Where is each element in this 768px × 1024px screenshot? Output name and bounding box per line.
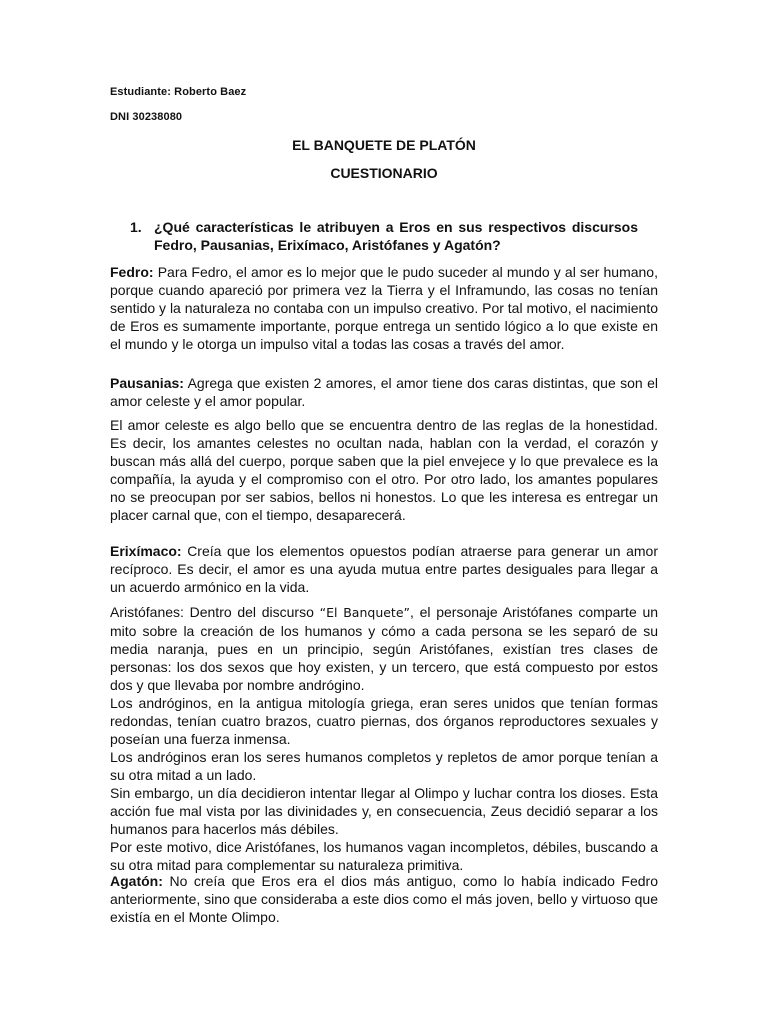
aristofanes-paragraph-1 <box>110 603 658 694</box>
question-1 <box>130 218 638 254</box>
answer-agaton-text: No creía que Eros era el dios más antiguo, como lo había indicado Fedro anteriormente, sino que consideraba a este dios como el más joven, bello y virtuoso que existía en el Monte Olimpo. <box>110 873 658 925</box>
document-page <box>110 0 658 1024</box>
answer-eriximaco-label: Erixímaco: <box>110 543 182 559</box>
answer-fedro <box>110 263 658 353</box>
aristofanes-after: , el personaje Aristófanes comparte un mito sobre la creación de los humanos y cómo a cada persona se les separó de su media naranja, pues en un principio, según Aristófanes, existían tres clases de personas: los dos sexos que hoy existen, y un tercero, que está compuesto por estos dos y que llevaba por nombre andrógino. <box>110 604 659 693</box>
student-name: Estudiante: Roberto Baez <box>110 86 247 98</box>
aristofanes-paragraph-3: Los andróginos eran los seres humanos completos y repletos de amor porque tenían a su otra mitad a un lado. <box>110 749 658 783</box>
answer-eriximaco <box>110 542 658 596</box>
aristofanes-intro: Aristófanes: Dentro del discurso <box>110 604 320 620</box>
answer-fedro-label: Fedro: <box>110 264 154 280</box>
aristofanes-paragraph-2: Los andróginos, en la antigua mitología griega, eran seres unidos que tenían formas redondas, tenían cuatro brazos, cuatro piernas, dos órganos reproductores sexuales y poseían una fuerza inmensa. <box>110 695 658 747</box>
aristofanes-work-title: “El Banquete” <box>319 605 411 620</box>
answer-pausanias-label: Pausanias: <box>110 375 184 391</box>
answer-agaton-label: Agatón: <box>110 873 163 889</box>
aristofanes-paragraph-5: Por este motivo, dice Aristófanes, los humanos vagan incompletos, débiles, buscando a su otra mitad para complementar su naturaleza primitiva. <box>110 839 658 873</box>
answer-pausanias <box>110 374 658 410</box>
question-number: 1. <box>130 219 142 235</box>
answer-eriximaco-text: Creía que los elementos opuestos podían atraerse para generar un amor recíproco. Es decir, el amor es una ayuda mutua entre partes desiguales para llegar a un acuerdo armónico en la vida. <box>110 543 658 595</box>
answer-fedro-text: Para Fedro, el amor es lo mejor que le pudo suceder al mundo y al ser humano, porque cuando apareció por primera vez la Tierra y el Inframundo, las cosas no tenían sentido y la naturaleza no contaba con un impulso creativo. Por tal motivo, el nacimiento de Eros es sumamente importante, porque entrega un sentido lógico a lo que existe en el mundo y le otorga un impulso vital a todas las cosas a través del amor. <box>110 264 658 352</box>
student-dni: DNI 30238080 <box>110 111 183 123</box>
answer-pausanias-text: Agrega que existen 2 amores, el amor tiene dos caras distintas, que son el amor celeste y el amor popular. <box>110 375 658 409</box>
document-title: EL BANQUETE DE PLATÓN <box>292 137 476 153</box>
question-text: ¿Qué características le atribuyen a Eros en sus respectivos discursos Fedro, Pausanias, Erixímaco, Aristófanes y Agatón? <box>154 219 638 253</box>
aristofanes-paragraph-4: Sin embargo, un día decidieron intentar llegar al Olimpo y luchar contra los dioses. Esta acción fue mal vista por las divinidades y, en consecuencia, Zeus decidió separar a los humanos para hacerlos más débiles. <box>110 785 658 837</box>
document-subtitle: CUESTIONARIO <box>330 165 438 181</box>
answer-agaton <box>110 872 658 926</box>
answer-amor-celeste: El amor celeste es algo bello que se encuentra dentro de las reglas de la honestidad. Es decir, los amantes celestes no ocultan nada, hablan con la verdad, el corazón y buscan más allá del cuerpo, porque saben que la piel envejece y lo que prevalece es la compañía, la ayuda y el compromiso con el otro. Por otro lado, los amantes populares no se preocupan por ser sabios, bellos ni honestos. Lo que les interesa es entregar un placer carnal que, con el tiempo, desaparecerá. <box>110 417 658 523</box>
answer-aristofanes <box>110 603 658 874</box>
